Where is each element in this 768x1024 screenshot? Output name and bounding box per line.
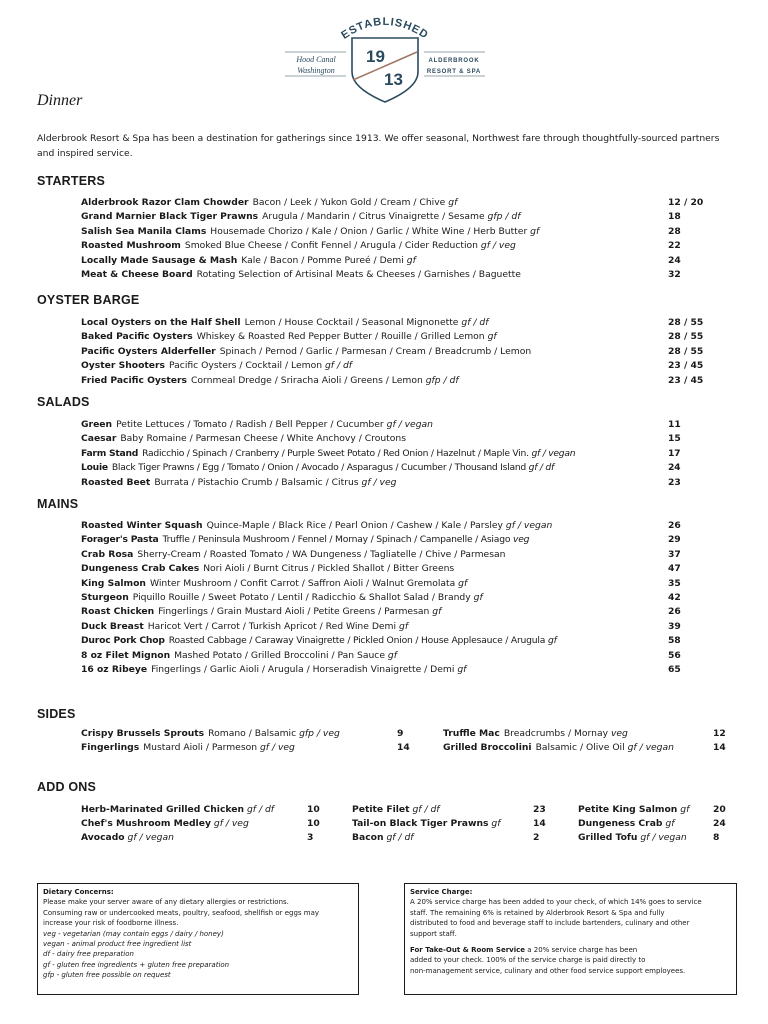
- logo-left-top: Hood Canal: [296, 55, 336, 64]
- oyster-barge-list: [81, 316, 721, 388]
- item-price: 28: [668, 225, 681, 237]
- menu-item: [81, 418, 721, 432]
- menu-item: [81, 330, 721, 344]
- menu-item: [81, 605, 721, 619]
- item-price: 10: [307, 818, 320, 829]
- menu-item: [81, 196, 721, 210]
- item-price: 29: [668, 534, 681, 546]
- item-price: 26: [668, 520, 681, 531]
- item-desc: Lemon / House Cocktail / Seasonal Mignonette: [244, 317, 459, 328]
- section-heading-sides: SIDES: [37, 707, 76, 721]
- page-title: Dinner: [37, 92, 83, 109]
- menu-item: [578, 817, 738, 831]
- menu-item: [81, 803, 331, 817]
- logo-left-bottom: Washington: [297, 66, 335, 75]
- menu-item: [81, 577, 721, 591]
- item-desc: Quince-Maple / Black Rice / Pearl Onion / Cashew / Kale / Parsley: [206, 520, 503, 531]
- item-name: Crab Rosa: [81, 548, 134, 560]
- item-desc: Arugula / Mandarin / Citrus Vinaigrette / Sesame: [262, 211, 485, 223]
- service-line: distributed to food and beverage staff to include bartenders, culinary and other: [410, 919, 690, 928]
- item-price: 65: [668, 663, 681, 675]
- menu-item: [81, 374, 721, 388]
- takeout-line: [410, 945, 731, 955]
- item-tags: gfp / veg: [299, 728, 340, 739]
- item-name: Oyster Shooters: [81, 360, 166, 372]
- item-tags: gf: [448, 197, 458, 208]
- menu-item: [443, 727, 733, 741]
- item-name: Pacific Oysters Alderfeller: [81, 345, 216, 357]
- item-price: 18: [668, 211, 681, 223]
- item-desc: Whiskey & Roasted Red Pepper Butter / Rouille / Grilled Lemon: [196, 331, 485, 343]
- menu-item: [81, 620, 721, 634]
- logo-right-top: ALDERBROOK: [428, 58, 480, 64]
- alderbrook-logo: [280, 14, 490, 106]
- item-tags: gf / df: [461, 317, 489, 328]
- item-name: Forager's Pasta: [81, 534, 159, 546]
- item-tags: veg: [610, 728, 628, 739]
- item-price: 22: [668, 240, 681, 252]
- item-desc: Winter Mushroom / Confit Carrot / Saffron Aioli / Walnut Gremolata: [149, 577, 456, 589]
- item-tags: gf: [473, 591, 483, 603]
- menu-item: [352, 803, 552, 817]
- section-heading-oyster-barge: OYSTER BARGE: [37, 293, 140, 307]
- dietary-concerns-box: [37, 883, 359, 995]
- item-desc: Spinach / Pernod / Garlic / Parmesan / Cream / Breadcrumb / Lemon: [219, 345, 532, 357]
- dietary-legend-gfp: gfp - gluten free possible on request: [43, 971, 171, 980]
- item-name: Caesar: [81, 433, 117, 445]
- item-tags: gf / df: [324, 360, 353, 372]
- logo-num-top: 19: [366, 47, 385, 66]
- item-name: Chef's Mushroom Medley: [81, 818, 211, 829]
- service-line: A 20% service charge has been added to your check, of which 14% goes to service: [410, 898, 702, 907]
- menu-item: [81, 476, 721, 490]
- item-tags: veg: [512, 534, 530, 546]
- salads-list: [81, 418, 721, 490]
- menu-item: [81, 254, 721, 268]
- item-name: Roasted Beet: [81, 476, 151, 488]
- section-heading-starters: STARTERS: [37, 174, 106, 188]
- item-tags: gf / vegan: [531, 447, 576, 459]
- item-tags: gf: [491, 818, 501, 829]
- item-name: Grand Marnier Black Tiger Prawns: [81, 211, 259, 223]
- item-desc: Black Tiger Prawns / Egg / Tomato / Onion / Avocado / Asparagus / Cucumber / Thousand Island: [111, 462, 526, 474]
- item-price: 3: [307, 832, 314, 843]
- item-price: 56: [668, 649, 681, 661]
- item-name: Roasted Winter Squash: [81, 520, 203, 531]
- item-tags: gf: [432, 606, 442, 618]
- item-name: Locally Made Sausage & Mash: [81, 254, 238, 266]
- item-name: Crispy Brussels Sprouts: [81, 728, 205, 739]
- dietary-title: Dietary Concerns:: [43, 888, 114, 896]
- item-desc: Fingerlings / Garlic Aioli / Arugula / Horseradish Vinaigrette / Demi: [151, 663, 455, 675]
- item-price: 14: [713, 742, 726, 753]
- menu-item: [81, 519, 721, 533]
- item-name: Meat & Cheese Board: [81, 268, 193, 280]
- item-price: 58: [668, 635, 681, 647]
- item-name: Dungeness Crab Cakes: [81, 563, 200, 575]
- veg-code: veg - vegetarian: [43, 929, 101, 938]
- item-name: 16 oz Ribeye: [81, 663, 148, 675]
- logo-right-bottom: RESORT & SPA: [426, 69, 482, 75]
- service-charge-box: [404, 883, 737, 995]
- dietary-legend-df: df - dairy free preparation: [43, 950, 134, 959]
- item-price: 15: [668, 433, 681, 445]
- service-line: support staff.: [410, 929, 457, 938]
- item-price: 14: [397, 742, 410, 753]
- item-name: Local Oysters on the Half Shell: [81, 317, 241, 328]
- menu-item: [81, 268, 721, 282]
- item-name: Duck Breast: [81, 620, 144, 632]
- mains-list: [81, 519, 721, 677]
- item-desc: Balsamic / Olive Oil: [535, 742, 625, 753]
- item-price: 12 / 20: [668, 197, 704, 208]
- takeout-line: non-management service, culinary and other food service support employees.: [410, 966, 686, 975]
- section-heading-add-ons: ADD ONS: [37, 780, 97, 794]
- item-price: 42: [668, 591, 681, 603]
- item-desc: Piquillo Rouille / Sweet Potato / Lentil / Radicchio & Shallot Salad / Brandy: [132, 591, 471, 603]
- menu-item: [81, 831, 331, 845]
- item-price: 28 / 55: [668, 331, 704, 343]
- menu-item: [81, 447, 721, 461]
- item-desc: Petite Lettuces / Tomato / Radish / Bell Pepper / Cucumber: [116, 419, 384, 430]
- item-name: Duroc Pork Chop: [81, 635, 165, 647]
- item-desc: Baby Romaine / Parmesan Cheese / White Anchovy / Croutons: [120, 433, 407, 445]
- item-name: Truffle Mac: [443, 728, 500, 739]
- item-price: 47: [668, 563, 681, 575]
- item-tags: gf / df: [246, 804, 275, 815]
- item-price: 24: [713, 818, 726, 829]
- menu-item: [81, 533, 721, 547]
- item-tags: gf / vegan: [640, 832, 687, 843]
- takeout-text: a 20% service charge has been: [525, 946, 638, 955]
- item-desc: Rotating Selection of Artisinal Meats & Cheeses / Garnishes / Baguette: [196, 268, 521, 280]
- item-desc: Nori Aioli / Burnt Citrus / Pickled Shallot / Bitter Greens: [203, 563, 455, 575]
- item-price: 8: [713, 832, 720, 843]
- item-tags: gf / vegan: [505, 520, 553, 531]
- dietary-legend-gf: gf - gluten free ingredients + gluten free preparation: [43, 960, 230, 969]
- item-desc: Fingerlings / Grain Mustard Aioli / Petite Greens / Parmesan: [158, 606, 430, 618]
- item-tags: gf / veg: [361, 476, 397, 488]
- item-name: Fried Pacific Oysters: [81, 374, 188, 386]
- item-price: 32: [668, 268, 681, 280]
- dietary-legend-vegan: vegan - animal product free ingredient list: [43, 940, 192, 949]
- menu-item: [81, 548, 721, 562]
- item-name: Fingerlings: [81, 742, 140, 753]
- menu-item: [81, 741, 411, 755]
- item-name: Sturgeon: [81, 591, 129, 603]
- item-name: 8 oz Filet Mignon: [81, 649, 171, 661]
- item-name: Avocado: [81, 832, 125, 843]
- starters-list: [81, 196, 721, 282]
- item-name: Green: [81, 419, 113, 430]
- item-tags: gf: [457, 663, 467, 675]
- item-price: 17: [668, 447, 681, 459]
- item-price: 23: [533, 804, 546, 815]
- item-name: Farm Stand: [81, 447, 139, 459]
- item-desc: Breadcrumbs / Mornay: [503, 728, 609, 739]
- takeout-title: For Take-Out & Room Service: [410, 946, 526, 955]
- dietary-line: Consuming raw or undercooked meats, poultry, seafood, shellfish or eggs may: [43, 908, 320, 917]
- item-price: 10: [307, 804, 320, 815]
- item-desc: Kale / Bacon / Pomme Pureé / Demi: [241, 254, 404, 266]
- item-price: 20: [713, 804, 726, 815]
- item-name: Roast Chicken: [81, 606, 155, 618]
- service-title: Service Charge:: [410, 888, 473, 896]
- item-tags: gf: [547, 635, 557, 647]
- item-tags: gf / vegan: [627, 742, 674, 753]
- item-name: Grilled Tofu: [578, 832, 638, 843]
- item-desc: Burrata / Pistachio Crumb / Balsamic / Citrus: [154, 476, 359, 488]
- logo-num-bottom: 13: [384, 70, 403, 89]
- dietary-line: increase your risk of foodborne illness.: [43, 919, 179, 928]
- menu-item: [81, 663, 721, 677]
- item-name: Baked Pacific Oysters: [81, 331, 193, 343]
- item-name: Tail-on Black Tiger Prawns: [352, 818, 489, 829]
- item-name: King Salmon: [81, 577, 146, 589]
- item-name: Salish Sea Manila Clams: [81, 225, 207, 237]
- item-price: 23: [668, 476, 681, 488]
- item-name: Grilled Broccolini: [443, 742, 532, 753]
- veg-note: (may contain eggs / dairy / honey): [102, 929, 224, 938]
- item-price: 2: [533, 832, 540, 843]
- item-price: 24: [668, 462, 681, 474]
- item-desc: Roasted Cabbage / Caraway Vinaigrette / Pickled Onion / House Applesauce / Arugula: [168, 635, 546, 647]
- menu-item: [81, 591, 721, 605]
- menu-item: [81, 432, 721, 446]
- item-price: 23 / 45: [668, 374, 704, 386]
- item-tags: gf / veg: [259, 742, 295, 753]
- menu-item: [81, 210, 721, 224]
- item-tags: gf / vegan: [386, 419, 433, 430]
- item-price: 28 / 55: [668, 317, 704, 328]
- item-tags: gf: [680, 804, 690, 815]
- item-price: 14: [533, 818, 546, 829]
- item-tags: gf / vegan: [127, 832, 174, 843]
- item-tags: gf / df: [386, 832, 414, 843]
- menu-item: [81, 817, 331, 831]
- item-name: Bacon: [352, 832, 384, 843]
- menu-item: [81, 727, 411, 741]
- item-tags: gf: [458, 577, 468, 589]
- item-name: Herb-Marinated Grilled Chicken: [81, 804, 245, 815]
- item-desc: Smoked Blue Cheese / Confit Fennel / Arugula / Cider Reduction: [184, 240, 478, 252]
- intro-text: Alderbrook Resort & Spa has been a destination for gatherings since 1913. We offer seasonal, Northwest fare through thoughtfully-sourced partners and inspired service.: [37, 133, 720, 159]
- item-desc: Radicchio / Spinach / Cranberry / Purple Sweet Potato / Red Onion / Hazelnut / Maple Vin.: [142, 447, 529, 459]
- item-tags: gf: [665, 818, 675, 829]
- item-price: 23 / 45: [668, 360, 704, 372]
- menu-item: [81, 225, 721, 239]
- item-tags: gf / veg: [480, 240, 516, 252]
- item-price: 39: [668, 620, 681, 632]
- dietary-legend-veg: [43, 929, 353, 939]
- item-price: 35: [668, 577, 681, 589]
- section-heading-salads: SALADS: [37, 395, 90, 409]
- menu-item: [81, 634, 721, 648]
- menu-item: [352, 817, 552, 831]
- item-desc: Sherry-Cream / Roasted Tomato / WA Dungeness / Tagliatelle / Chive / Parmesan: [137, 548, 506, 560]
- item-desc: Cornmeal Dredge / Sriracha Aioli / Greens / Lemon: [191, 374, 423, 386]
- item-tags: gf: [406, 254, 416, 266]
- item-tags: gfp / df: [425, 374, 459, 386]
- item-tags: gfp / df: [487, 211, 521, 223]
- item-desc: Pacific Oysters / Cocktail / Lemon: [169, 360, 323, 372]
- item-tags: gf / df: [412, 804, 440, 815]
- item-desc: Bacon / Leek / Yukon Gold / Cream / Chive: [252, 197, 446, 208]
- item-tags: gf: [398, 620, 409, 632]
- dietary-line: Please make your server aware of any dietary allergies or restrictions.: [43, 898, 289, 907]
- item-price: 28 / 55: [668, 345, 704, 357]
- menu-item: [443, 741, 733, 755]
- item-price: 9: [397, 728, 404, 739]
- menu-item: [81, 649, 721, 663]
- menu-item: [81, 239, 721, 253]
- menu-item: [81, 345, 721, 359]
- item-name: Dungeness Crab: [578, 818, 663, 829]
- item-price: 12: [713, 728, 726, 739]
- item-tags: gf: [387, 649, 397, 661]
- item-tags: gf: [487, 331, 497, 343]
- item-desc: Housemade Chorizo / Kale / Onion / Garlic / White Wine / Herb Butter: [210, 225, 528, 237]
- item-desc: Romano / Balsamic: [208, 728, 297, 739]
- item-desc: Mashed Potato / Grilled Broccolini / Pan Sauce: [174, 649, 385, 661]
- menu-item: [352, 831, 552, 845]
- menu-item: [578, 831, 738, 845]
- item-name: Louie: [81, 462, 108, 474]
- item-tags: gf / veg: [213, 818, 249, 829]
- logo-arc-text: ESTABLISHED: [339, 15, 431, 42]
- item-price: 11: [668, 419, 681, 430]
- item-tags: gf: [530, 225, 540, 237]
- menu-item: [81, 359, 721, 373]
- takeout-line: added to your check. 100% of the service charge is paid directly to: [410, 956, 646, 965]
- item-price: 37: [668, 548, 681, 560]
- menu-item: [81, 461, 721, 475]
- item-desc: Truffle / Peninsula Mushroom / Fennel / Mornay / Spinach / Campanelle / Asiago: [162, 534, 511, 546]
- item-name: Alderbrook Razor Clam Chowder: [81, 197, 249, 208]
- item-name: Petite Filet: [352, 804, 410, 815]
- menu-item: [81, 562, 721, 576]
- item-price: 26: [668, 606, 681, 618]
- section-heading-mains: MAINS: [37, 497, 79, 511]
- item-desc: Mustard Aioli / Parmeson: [143, 742, 258, 753]
- item-name: Petite King Salmon: [578, 804, 678, 815]
- menu-item: [578, 803, 738, 817]
- service-line: staff. The remaining 6% is retained by Alderbrook Resort & Spa and fully: [410, 908, 665, 917]
- item-desc: Haricot Vert / Carrot / Turkish Apricot / Red Wine Demi: [147, 620, 397, 632]
- menu-item: [81, 316, 721, 330]
- item-tags: gf / df: [528, 462, 554, 474]
- item-name: Roasted Mushroom: [81, 240, 181, 252]
- item-price: 24: [668, 254, 681, 266]
